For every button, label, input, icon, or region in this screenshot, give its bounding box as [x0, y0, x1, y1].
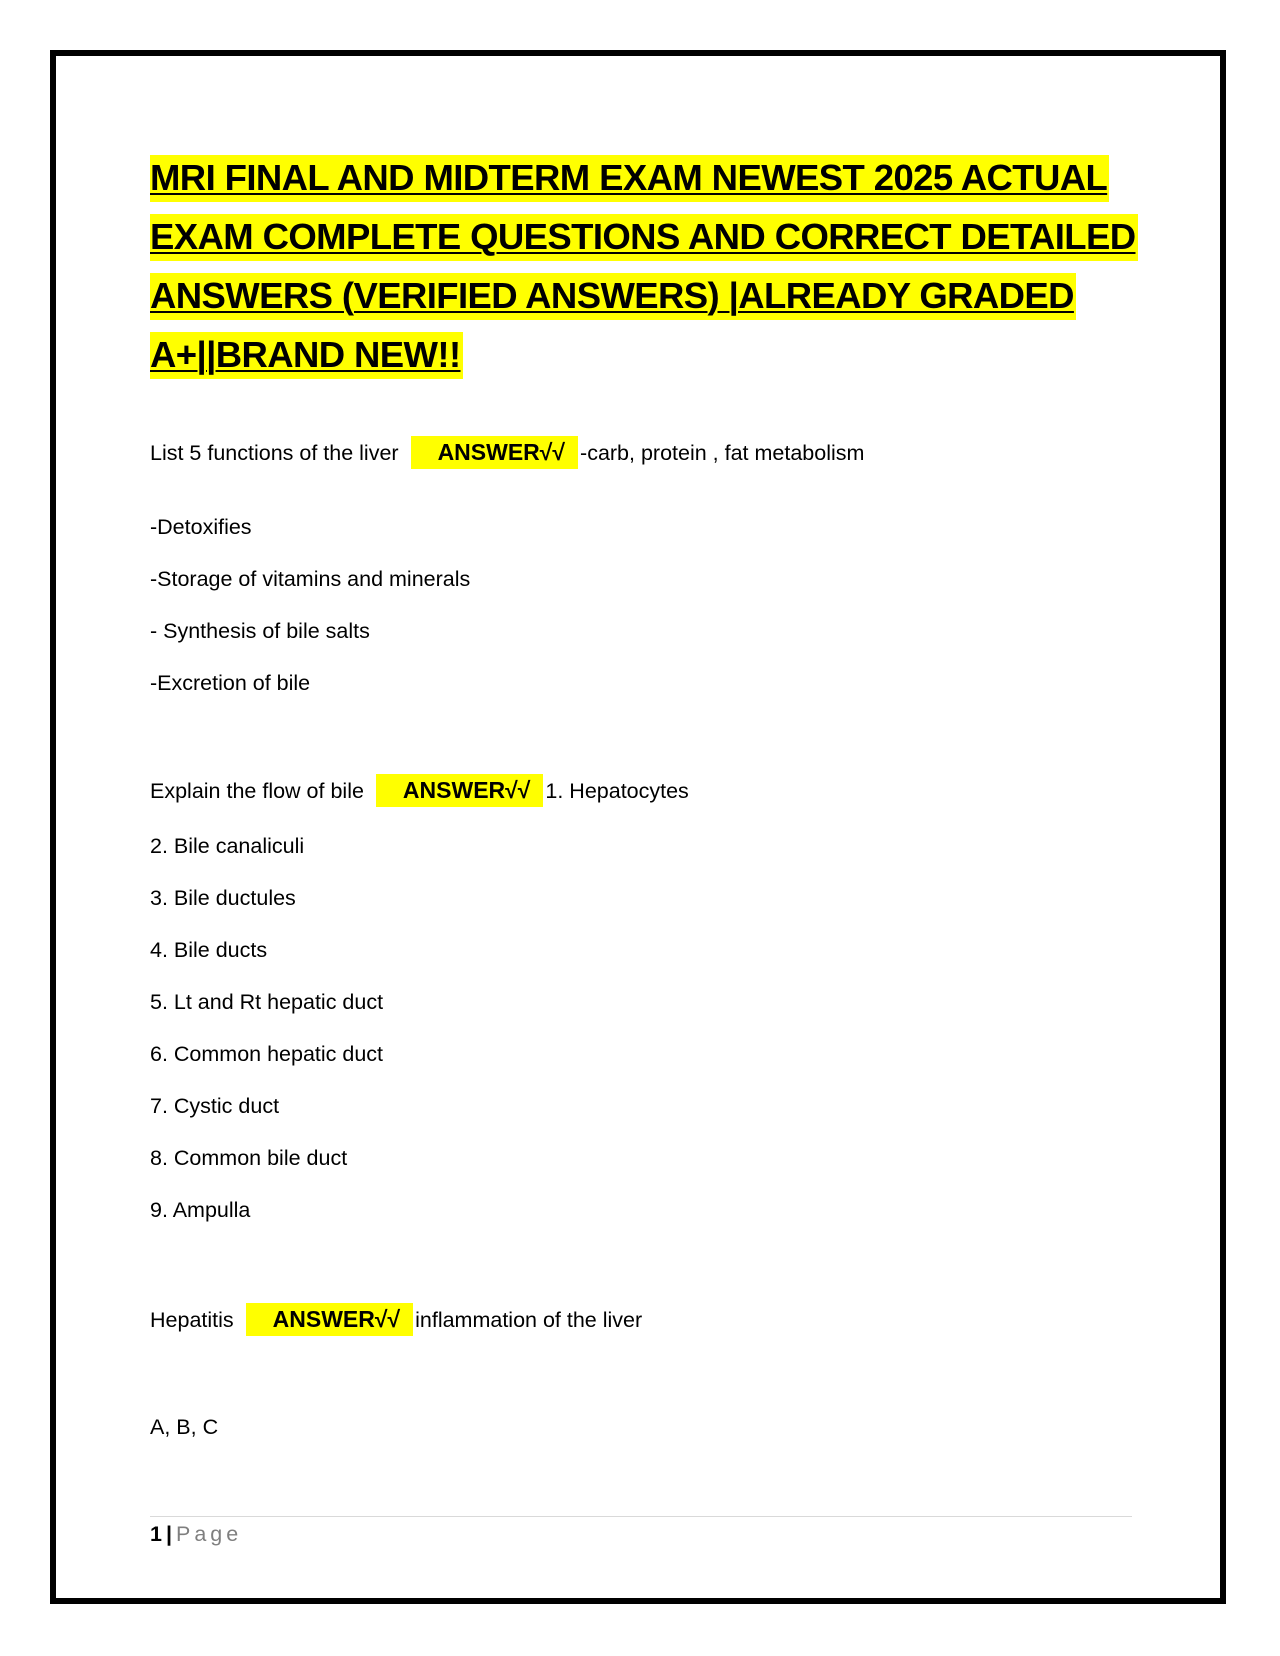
q1-row [150, 436, 864, 469]
q2-item-4: 4. Bile ducts [150, 938, 268, 962]
q1-item-1: -Detoxifies [150, 515, 252, 539]
q2-item-7: 7. Cystic duct [150, 1094, 280, 1118]
footer-divider [150, 1516, 1132, 1517]
extra-line: A, B, C [150, 1415, 219, 1439]
q1-question: List 5 functions of the liver [150, 441, 399, 465]
title-line-3: ANSWERS (VERIFIED ANSWERS) |ALREADY GRADED [150, 273, 1076, 320]
q3-row [150, 1303, 642, 1336]
title-line-1: MRI FINAL AND MIDTERM EXAM NEWEST 2025 ACTUAL [150, 155, 1109, 202]
footer-separator: | [165, 1522, 172, 1546]
q1-answer-badge: ANSWER√√ [411, 436, 578, 469]
q1-item-3: - Synthesis of bile salts [150, 619, 370, 643]
q2-answer-badge: ANSWER√√ [376, 774, 543, 807]
q2-item-8: 8. Common bile duct [150, 1146, 348, 1170]
q2-item-2: 2. Bile canaliculi [150, 834, 305, 858]
page-label: Page [175, 1522, 243, 1546]
q1-answer: -carb, protein , fat metabolism [580, 441, 865, 465]
q2-row [150, 774, 689, 807]
q2-item-9: 9. Ampulla [150, 1198, 251, 1222]
q2-question: Explain the flow of bile [150, 779, 364, 803]
q1-item-2: -Storage of vitamins and minerals [150, 567, 471, 591]
q2-item-3: 3. Bile ductules [150, 886, 296, 910]
q3-answer-badge: ANSWER√√ [246, 1303, 413, 1336]
q2-item-5: 5. Lt and Rt hepatic duct [150, 990, 384, 1014]
q1-item-4: -Excretion of bile [150, 671, 311, 695]
q3-question: Hepatitis [150, 1308, 234, 1332]
q2-answer: 1. Hepatocytes [545, 779, 689, 803]
document-title [150, 148, 1136, 384]
q2-item-6: 6. Common hepatic duct [150, 1042, 384, 1066]
page-number: 1 [150, 1522, 162, 1546]
page-footer [150, 1522, 242, 1547]
title-line-2: EXAM COMPLETE QUESTIONS AND CORRECT DETAILED [150, 214, 1138, 261]
q3-answer: inflammation of the liver [415, 1308, 643, 1332]
title-line-4: A+||BRAND NEW!! [150, 332, 463, 379]
